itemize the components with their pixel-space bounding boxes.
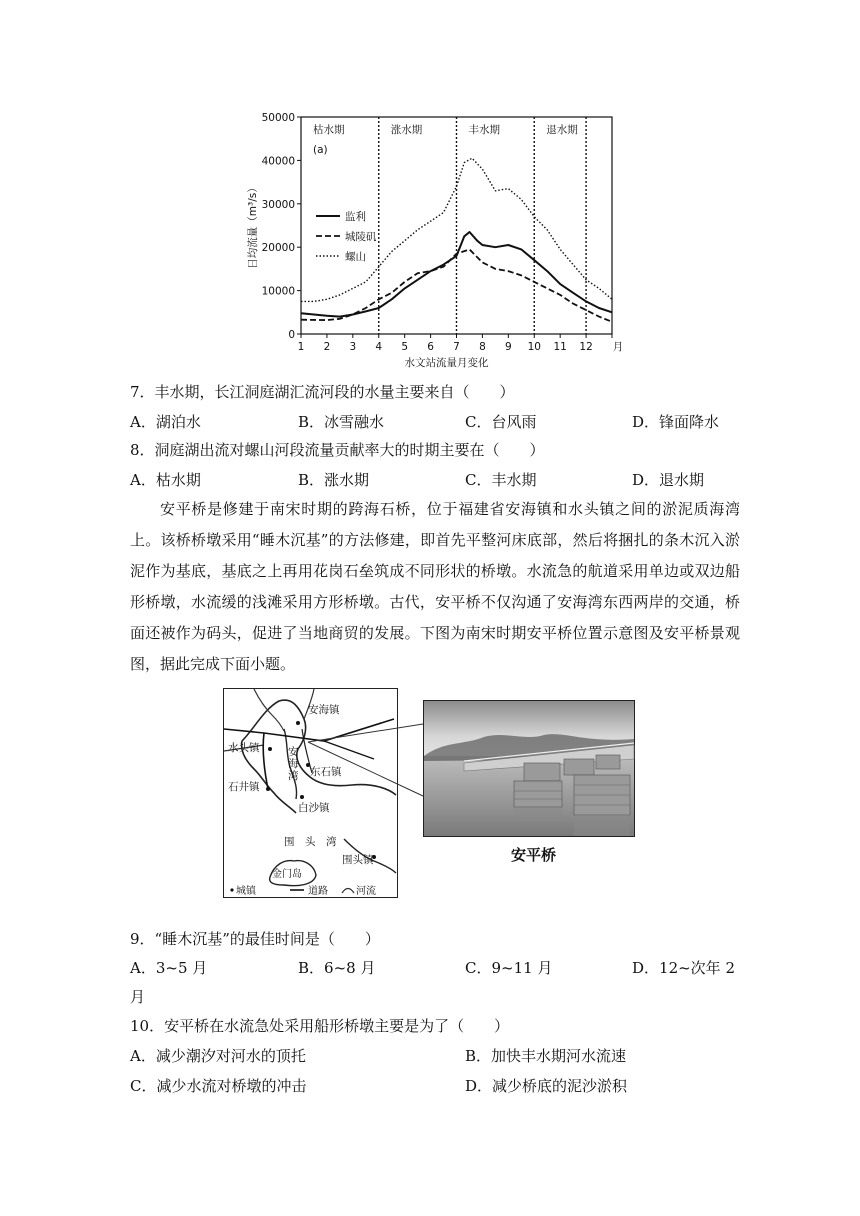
question-10-option-c[interactable]: C．减少水流对桥墩的冲击 <box>130 1077 307 1095</box>
legend-label-1: 监利 <box>345 211 366 223</box>
question-9-option-b[interactable]: B．6~8 月 <box>298 959 376 977</box>
x-tick-label: 9 <box>504 341 512 353</box>
x-tick-label: 5 <box>401 341 409 353</box>
y-axis-label: 日均流量（m³/s） <box>247 182 259 269</box>
question-7-option-a[interactable]: A．湖泊水 <box>130 413 201 431</box>
period-label: 退水期 <box>546 124 578 136</box>
y-tick-label: 50000 <box>261 112 295 124</box>
question-9-option-d[interactable]: D．12~次年 2 <box>632 959 735 977</box>
question-9-option-c[interactable]: C．9~11 月 <box>465 959 553 977</box>
passage-text: 安平桥是修建于南宋时期的跨海石桥，位于福建省安海镇和水头镇之间的淤泥质海湾上。该桥桥墩采用“睡木沉基”的方法修建，即首先平整河床底部，然后将捆扎的条木沉入淤泥作为基底，基底之上再用花岗石垒筑成不同形状的桥墩。水流急的航道采用单边或双边船形桥墩，水流缓的浅滩采用方形桥墩。古代，安平桥不仅沟通了安海湾东西两岸的交通，桥面还被作为码头，促进了当地商贸的发展。下图为南宋时期安平桥位置示意图及安平桥景观图，据此完成下面小题。 <box>130 500 740 673</box>
x-tick-label: 11 <box>553 341 567 353</box>
x-tick-label: 1 <box>297 341 305 353</box>
map-label-anhai: 安海镇 <box>308 704 340 716</box>
x-tick-label: 2 <box>323 341 331 353</box>
map-label-weitou: 围头镇 <box>342 854 374 866</box>
x-tick-label: 8 <box>479 341 486 353</box>
y-tick-label: 10000 <box>261 285 295 298</box>
question-8-option-d[interactable]: D．退水期 <box>632 471 705 489</box>
question-7-option-b[interactable]: B．冰雪融水 <box>298 413 385 431</box>
y-tick-label: 30000 <box>261 198 295 211</box>
map-label-jinmen: 金门岛 <box>272 869 302 880</box>
legend-label-2: 城陵矶 <box>345 231 377 243</box>
map-legend-road: 道路 <box>308 886 328 897</box>
period-label: 枯水期 <box>313 124 345 136</box>
question-10-option-a[interactable]: A．减少潮汐对河水的顶托 <box>130 1047 306 1065</box>
question-10-option-d[interactable]: D．减少桥底的泥沙淤积 <box>465 1077 628 1095</box>
map-label-shijing: 石井镇 <box>228 781 260 793</box>
x-axis-label: 水文站流量月变化 <box>404 357 489 369</box>
period-label: 丰水期 <box>468 124 500 136</box>
y-tick-label: 40000 <box>261 155 295 168</box>
question-8-option-b[interactable]: B．涨水期 <box>298 471 370 489</box>
x-tick-label: 10 <box>527 341 541 353</box>
map-label-shuitou: 水头镇 <box>228 742 260 754</box>
hydrograph-figure <box>240 105 624 370</box>
x-tick-label: 6 <box>427 341 434 353</box>
map-legend-river: 河流 <box>356 886 376 897</box>
question-8-option-c[interactable]: C．丰水期 <box>465 471 537 489</box>
question-10-option-b[interactable]: B．加快丰水期河水流速 <box>465 1047 627 1065</box>
map-label-anhai-bay <box>288 745 299 782</box>
question-9-stem: 9．“睡木沉基”的最佳时间是（ ） <box>130 930 380 948</box>
svg-text:安海湾: 安海湾 <box>288 746 299 782</box>
question-7-option-d[interactable]: D．锋面降水 <box>632 413 720 431</box>
bridge-illustration <box>424 701 634 836</box>
map-legend-town: 城镇 <box>236 886 256 897</box>
question-10-stem: 10．安平桥在水流急处采用船形桥墩主要是为了（ ） <box>130 1017 510 1035</box>
question-9-option-d-wrap: 月 <box>130 988 146 1006</box>
question-8-stem: 8．洞庭湖出流对螺山河段流量贡献率大的时期主要在（ ） <box>130 441 545 459</box>
period-label: 涨水期 <box>390 124 423 136</box>
map-label-baisha: 白沙镇 <box>298 802 330 814</box>
anping-bridge-photo <box>423 700 635 837</box>
y-tick-label: 20000 <box>261 242 295 255</box>
legend-label-3: 螺山 <box>345 251 366 263</box>
question-7-option-c[interactable]: C．台风雨 <box>465 413 537 431</box>
panel-label: (a) <box>313 144 328 156</box>
photo-caption: 安平桥 <box>511 846 557 864</box>
map-label-dongshi: 东石镇 <box>310 766 342 778</box>
question-7-stem: 7．丰水期，长江洞庭湖汇流河段的水量主要来自（ ） <box>130 383 515 401</box>
x-tick-label: 4 <box>375 341 383 353</box>
x-tick-label: 3 <box>349 341 357 353</box>
question-8-option-a[interactable]: A．枯水期 <box>130 471 201 489</box>
map-photo-connector <box>300 720 430 800</box>
hydrograph-chart <box>240 105 624 370</box>
x-tick-label: 7 <box>453 341 460 353</box>
x-tick-label: 月 <box>612 341 624 353</box>
question-9-option-a[interactable]: A．3~5 月 <box>130 959 208 977</box>
y-tick-label: 0 <box>288 329 295 341</box>
x-tick-label: 12 <box>579 341 593 353</box>
map-label-weitou-bay: 围 头 湾 <box>284 836 337 848</box>
